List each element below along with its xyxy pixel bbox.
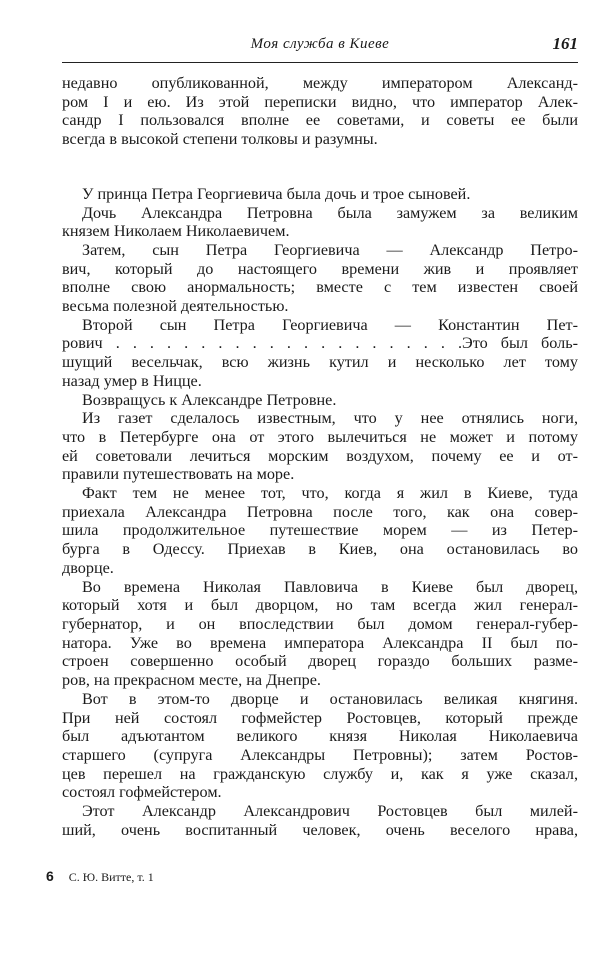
text-line: всегда в высокой степени толковы и разумны. bbox=[62, 130, 378, 149]
text-line: вполне свою анормальность; вместе с тем известен своей bbox=[62, 278, 578, 297]
text-line: что в Петербурге она от этого вылечиться не может и потому bbox=[62, 427, 578, 446]
text-line: При ней состоял гофмейстер Ростовцев, который прежде bbox=[62, 708, 578, 727]
text-line: Из газет сделалось известным, что у нее отнялись ноги, bbox=[82, 409, 578, 428]
text-line: Затем, сын Петра Георгиевича — Александр Петро- bbox=[82, 240, 578, 259]
text-line: шила продолжительное путешествие морем — из Петер- bbox=[62, 521, 578, 540]
text-line: шущий весельчак, всю жизнь кутил и несколько лет тому bbox=[62, 353, 578, 372]
text-line: ей советовали лечиться морским воздухом, почему ее и от- bbox=[62, 446, 578, 465]
header-rule bbox=[62, 62, 578, 63]
text-line: натора. Уже во времена императора Александра II был по- bbox=[62, 633, 578, 652]
text-line: недавно опубликованной, между императором Александ- bbox=[62, 74, 578, 92]
text-line: У принца Петра Георгиевича была дочь и трое сыновей. bbox=[82, 184, 471, 203]
text-line: Этот Александр Александрович Ростовцев был милей- bbox=[82, 802, 578, 821]
paragraph bbox=[62, 690, 578, 802]
text-line: старшего (супруга Александры Петровны); затем Ростов- bbox=[62, 745, 578, 764]
page-footer bbox=[46, 868, 154, 885]
text-line: Дочь Александра Петровна была замужем за великим bbox=[82, 203, 578, 222]
text-line: Второй сын Петра Георгиевича — Константин Пет- bbox=[82, 315, 578, 334]
text-line: Факт тем не менее тот, что, когда я жил в Киеве, туда bbox=[82, 484, 578, 503]
running-title: Моя служба в Киеве bbox=[250, 36, 390, 52]
text-line: который хотя и был дворцом, но там всегда жил генерал- bbox=[62, 596, 578, 615]
footer-text: С. Ю. Витте, т. 1 bbox=[68, 870, 154, 884]
page-number: 161 bbox=[552, 34, 578, 53]
text-line: вич, который до настоящего времени жив и проявляет bbox=[62, 259, 578, 278]
paragraph bbox=[62, 204, 578, 241]
text-line: Во времена Николая Павловича в Киеве был дворец, bbox=[82, 577, 578, 596]
signature-mark: 6 bbox=[46, 868, 54, 884]
paragraph bbox=[62, 391, 578, 410]
page-body bbox=[62, 74, 578, 839]
text-line: ший, очень воспитанный человек, очень веселого нрава, bbox=[62, 820, 578, 839]
text-line: ром I и ею. Из этой переписки видно, что император Алек- bbox=[62, 92, 578, 111]
paragraph bbox=[62, 802, 578, 839]
text-line: губернатор, и он впоследствии был домом генерал-губер- bbox=[62, 614, 578, 633]
text-line: правили путешествовать на море. bbox=[62, 465, 295, 484]
text-line: князем Николаем Николаевичем. bbox=[62, 222, 290, 241]
paragraph bbox=[62, 74, 578, 149]
paragraph bbox=[62, 185, 578, 204]
text-line: цев перешел на гражданскую службу и, как я уже сказал, bbox=[62, 764, 578, 783]
text-line: строен совершенно особый дворец гораздо больших разме- bbox=[62, 652, 578, 671]
text-line: был адъютантом великого князя Николая Николаевича bbox=[62, 727, 578, 746]
text-line: сандр I пользовался вполне ее советами, и советы ее были bbox=[62, 111, 578, 130]
paragraph bbox=[62, 484, 578, 578]
paragraph bbox=[62, 241, 578, 316]
text-line: дворце. bbox=[62, 558, 114, 577]
text-line: рович . . . . . . . . . . . . . . . . . . . . .Это был боль- bbox=[62, 334, 578, 353]
text-line: приехала Александра Петровна после того, как она совер- bbox=[62, 502, 578, 521]
text-line: Вот в этом-то дворце и остановилась великая княгиня. bbox=[82, 689, 578, 708]
paragraph bbox=[62, 316, 578, 391]
text-line: бурга в Одессу. Приехав в Киев, она остановилась во bbox=[62, 540, 578, 559]
paragraph bbox=[62, 578, 578, 690]
text-line: Возвращусь к Александре Петровне. bbox=[82, 390, 337, 409]
text-line: назад умер в Ницце. bbox=[62, 371, 202, 390]
text-line: состоял гофмейстером. bbox=[62, 783, 222, 802]
paragraph bbox=[62, 409, 578, 484]
running-header bbox=[62, 34, 578, 56]
text-line: весьма полезной деятельностью. bbox=[62, 297, 289, 316]
text-line: ров, на прекрасном месте, на Днепре. bbox=[62, 671, 321, 690]
